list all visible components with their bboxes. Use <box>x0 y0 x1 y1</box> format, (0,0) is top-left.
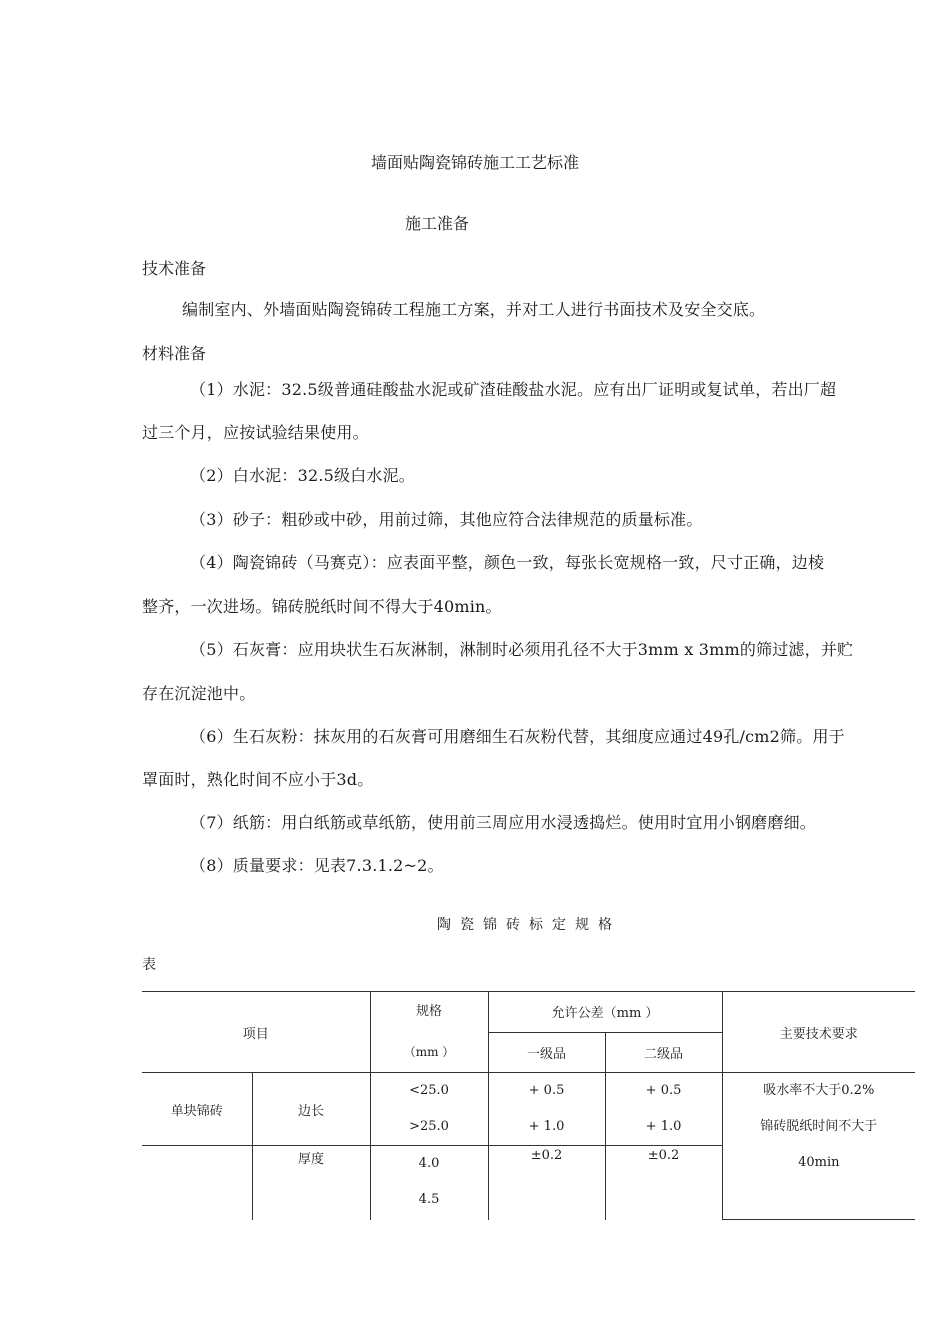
row-category: 单块锦砖 <box>142 1073 252 1146</box>
table-caption: 陶瓷锦砖标定规格 <box>437 917 621 933</box>
header-spec-unit: （mm ） <box>403 1045 455 1059</box>
header-grade-2: 二级品 <box>605 1032 722 1073</box>
material-item-7: （7）纸筋：用白纸筋或草纸筋，使用前三周应用水浸透捣烂。使用时宜用小钢磨磨细。 <box>190 813 816 832</box>
table-label: 表 <box>142 957 156 973</box>
header-tolerance: 允许公差（mm ） <box>488 992 722 1033</box>
row-sub-thickness: 厚度 <box>252 1146 370 1220</box>
material-item-4-line-2: 整齐，一次进场。锦砖脱纸时间不得大于40min。 <box>142 597 502 616</box>
spec-value: 4.0 <box>418 1156 440 1171</box>
spec-value: >25.0 <box>409 1119 449 1134</box>
row-requirement: 40min <box>722 1146 915 1220</box>
row-category-empty <box>142 1146 252 1220</box>
material-item-3: （3）砂子：粗砂或中砂，用前过筛，其他应符合法律规范的质量标准。 <box>190 510 703 529</box>
tech-heading: 技术准备 <box>142 259 207 278</box>
tolerance-value: + 0.5 <box>645 1083 682 1098</box>
material-item-8: （8）质量要求：见表7.3.1.2~2。 <box>190 856 444 875</box>
header-spec-label: 规格 <box>416 1004 443 1019</box>
tech-paragraph: 编制室内、外墙面贴陶瓷锦砖工程施工方案，并对工人进行书面技术及安全交底。 <box>182 300 766 319</box>
material-item-5-line-2: 存在沉淀池中。 <box>142 684 256 703</box>
material-heading: 材料准备 <box>142 344 207 363</box>
material-item-1-line-1: （1）水泥：32.5级普通硅酸盐水泥或矿渣硅酸盐水泥。应有出厂证明或复试单，若出厂超 <box>190 380 837 399</box>
spec-value: 4.5 <box>418 1192 440 1207</box>
material-item-4-line-1: （4）陶瓷锦砖（马赛克）：应表面平整，颜色一致，每张长宽规格一致，尺寸正确，边棱 <box>190 553 825 572</box>
tolerance-value: + 0.5 <box>528 1083 565 1098</box>
material-item-2: （2）白水泥：32.5级白水泥。 <box>190 466 416 485</box>
tolerance-value: + 1.0 <box>645 1119 682 1134</box>
material-item-6-line-2: 罩面时，熟化时间不应小于3d。 <box>142 770 374 789</box>
row-spec <box>370 1146 488 1220</box>
row-sub-edge: 边长 <box>252 1073 370 1146</box>
spec-table <box>142 991 915 1220</box>
header-spec <box>370 992 488 1073</box>
header-requirements: 主要技术要求 <box>722 992 915 1073</box>
spec-value: <25.0 <box>409 1083 449 1098</box>
material-item-1-line-2: 过三个月，应按试验结果使用。 <box>142 423 369 442</box>
header-item: 项目 <box>142 992 370 1073</box>
header-grade-1: 一级品 <box>488 1032 605 1073</box>
row-grade-1 <box>488 1073 605 1146</box>
row-grade-2 <box>605 1073 722 1146</box>
row-requirement <box>722 1073 915 1146</box>
table-row <box>142 1073 915 1146</box>
tolerance-value: + 1.0 <box>528 1119 565 1134</box>
requirement-text: 吸水率不大于0.2% <box>763 1083 875 1099</box>
material-item-5-line-1: （5）石灰膏：应用块状生石灰淋制，淋制时必须用孔径不大于3mm x 3mm的筛过滤，并贮 <box>190 640 854 659</box>
requirement-text: 锦砖脱纸时间不大于 <box>760 1119 878 1135</box>
table-row <box>142 1146 915 1220</box>
section-heading: 施工准备 <box>405 214 470 233</box>
row-grade-1: ±0.2 <box>488 1146 605 1220</box>
row-spec <box>370 1073 488 1146</box>
document-title: 墙面贴陶瓷锦砖施工工艺标准 <box>370 153 579 172</box>
material-item-6-line-1: （6）生石灰粉：抹灰用的石灰膏可用磨细生石灰粉代替，其细度应通过49孔/cm2筛。用于 <box>190 727 845 746</box>
row-grade-2: ±0.2 <box>605 1146 722 1220</box>
